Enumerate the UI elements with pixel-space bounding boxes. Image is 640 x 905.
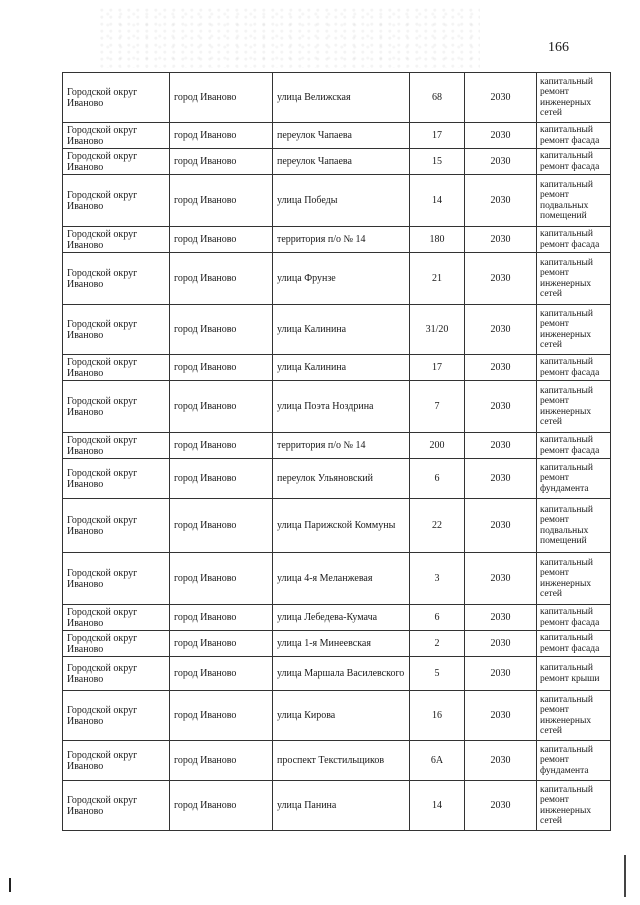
district-cell: Городской округ Иваново [63, 631, 170, 657]
house-number-cell: 5 [410, 657, 465, 691]
table-row [63, 499, 611, 553]
city-cell: город Иваново [170, 605, 273, 631]
table-row [63, 459, 611, 499]
street-cell: территория п/о № 14 [273, 433, 410, 459]
year-cell: 2030 [465, 73, 537, 123]
year-cell: 2030 [465, 253, 537, 305]
work-type-cell: капитальный ремонт фасада [537, 123, 611, 149]
edge-mark [624, 855, 626, 897]
work-type-cell: капитальный ремонт инженерных сетей [537, 691, 611, 741]
year-cell: 2030 [465, 459, 537, 499]
house-number-cell: 3 [410, 553, 465, 605]
work-type-cell: капитальный ремонт инженерных сетей [537, 381, 611, 433]
street-cell: улица Парижской Коммуны [273, 499, 410, 553]
district-cell: Городской округ Иваново [63, 781, 170, 831]
street-cell: проспект Текстильщиков [273, 741, 410, 781]
district-cell: Городской округ Иваново [63, 553, 170, 605]
table-row [63, 355, 611, 381]
table-row [63, 253, 611, 305]
table-row [63, 227, 611, 253]
city-cell: город Иваново [170, 73, 273, 123]
table-row [63, 175, 611, 227]
year-cell: 2030 [465, 123, 537, 149]
street-cell: улица Калинина [273, 355, 410, 381]
year-cell: 2030 [465, 149, 537, 175]
city-cell: город Иваново [170, 123, 273, 149]
city-cell: город Иваново [170, 149, 273, 175]
year-cell: 2030 [465, 741, 537, 781]
work-type-cell: капитальный ремонт фасада [537, 605, 611, 631]
city-cell: город Иваново [170, 459, 273, 499]
street-cell: улица Лебедева-Кумача [273, 605, 410, 631]
house-number-cell: 14 [410, 781, 465, 831]
work-type-cell: капитальный ремонт фасада [537, 227, 611, 253]
work-type-cell: капитальный ремонт подвальных помещений [537, 175, 611, 227]
house-number-cell: 21 [410, 253, 465, 305]
work-type-cell: капитальный ремонт фасада [537, 149, 611, 175]
street-cell: переулок Чапаева [273, 123, 410, 149]
district-cell: Городской округ Иваново [63, 605, 170, 631]
year-cell: 2030 [465, 433, 537, 459]
house-number-cell: 17 [410, 355, 465, 381]
district-cell: Городской округ Иваново [63, 459, 170, 499]
work-type-cell: капитальный ремонт фасада [537, 355, 611, 381]
street-cell: улица Маршала Василевского [273, 657, 410, 691]
table-body [63, 73, 611, 831]
street-cell: переулок Ульяновский [273, 459, 410, 499]
street-cell: улица Панина [273, 781, 410, 831]
house-number-cell: 22 [410, 499, 465, 553]
work-type-cell: капитальный ремонт инженерных сетей [537, 73, 611, 123]
street-cell: территория п/о № 14 [273, 227, 410, 253]
district-cell: Городской округ Иваново [63, 433, 170, 459]
street-cell: улица Победы [273, 175, 410, 227]
work-type-cell: капитальный ремонт фасада [537, 631, 611, 657]
street-cell: улица Фрунзе [273, 253, 410, 305]
district-cell: Городской округ Иваново [63, 657, 170, 691]
table-row [63, 741, 611, 781]
house-number-cell: 180 [410, 227, 465, 253]
table-row [63, 149, 611, 175]
street-cell: улица Велижская [273, 73, 410, 123]
table-row [63, 553, 611, 605]
city-cell: город Иваново [170, 305, 273, 355]
work-type-cell: капитальный ремонт подвальных помещений [537, 499, 611, 553]
table-row [63, 605, 611, 631]
house-number-cell: 15 [410, 149, 465, 175]
year-cell: 2030 [465, 657, 537, 691]
house-number-cell: 16 [410, 691, 465, 741]
year-cell: 2030 [465, 781, 537, 831]
work-type-cell: капитальный ремонт инженерных сетей [537, 781, 611, 831]
table-row [63, 781, 611, 831]
district-cell: Городской округ Иваново [63, 305, 170, 355]
city-cell: город Иваново [170, 355, 273, 381]
year-cell: 2030 [465, 631, 537, 657]
district-cell: Городской округ Иваново [63, 175, 170, 227]
table-row [63, 305, 611, 355]
district-cell: Городской округ Иваново [63, 741, 170, 781]
house-number-cell: 7 [410, 381, 465, 433]
year-cell: 2030 [465, 175, 537, 227]
year-cell: 2030 [465, 381, 537, 433]
table-row [63, 433, 611, 459]
district-cell: Городской округ Иваново [63, 227, 170, 253]
year-cell: 2030 [465, 499, 537, 553]
district-cell: Городской округ Иваново [63, 691, 170, 741]
city-cell: город Иваново [170, 691, 273, 741]
house-number-cell: 200 [410, 433, 465, 459]
house-number-cell: 2 [410, 631, 465, 657]
street-cell: улица 1-я Минеевская [273, 631, 410, 657]
table-row [63, 381, 611, 433]
house-number-cell: 68 [410, 73, 465, 123]
work-type-cell: капитальный ремонт крыши [537, 657, 611, 691]
city-cell: город Иваново [170, 227, 273, 253]
table-row [63, 631, 611, 657]
street-cell: улица 4-я Меланжевая [273, 553, 410, 605]
house-number-cell: 6 [410, 459, 465, 499]
house-number-cell: 31/20 [410, 305, 465, 355]
work-type-cell: капитальный ремонт инженерных сетей [537, 305, 611, 355]
table-row [63, 657, 611, 691]
city-cell: город Иваново [170, 631, 273, 657]
house-number-cell: 6А [410, 741, 465, 781]
street-cell: улица Калинина [273, 305, 410, 355]
year-cell: 2030 [465, 355, 537, 381]
year-cell: 2030 [465, 553, 537, 605]
street-cell: улица Поэта Ноздрина [273, 381, 410, 433]
house-number-cell: 17 [410, 123, 465, 149]
city-cell: город Иваново [170, 657, 273, 691]
city-cell: город Иваново [170, 433, 273, 459]
scan-noise [100, 8, 480, 68]
city-cell: город Иваново [170, 253, 273, 305]
city-cell: город Иваново [170, 381, 273, 433]
work-type-cell: капитальный ремонт фундамента [537, 741, 611, 781]
city-cell: город Иваново [170, 175, 273, 227]
work-type-cell: капитальный ремонт инженерных сетей [537, 553, 611, 605]
street-cell: переулок Чапаева [273, 149, 410, 175]
table-row [63, 123, 611, 149]
house-number-cell: 14 [410, 175, 465, 227]
year-cell: 2030 [465, 691, 537, 741]
year-cell: 2030 [465, 305, 537, 355]
table-row [63, 691, 611, 741]
house-number-cell: 6 [410, 605, 465, 631]
work-type-cell: капитальный ремонт инженерных сетей [537, 253, 611, 305]
city-cell: город Иваново [170, 553, 273, 605]
repair-schedule-table [62, 72, 611, 831]
work-type-cell: капитальный ремонт фасада [537, 433, 611, 459]
work-type-cell: капитальный ремонт фундамента [537, 459, 611, 499]
city-cell: город Иваново [170, 499, 273, 553]
year-cell: 2030 [465, 227, 537, 253]
city-cell: город Иваново [170, 781, 273, 831]
district-cell: Городской округ Иваново [63, 253, 170, 305]
city-cell: город Иваново [170, 741, 273, 781]
district-cell: Городской округ Иваново [63, 149, 170, 175]
page-number: 166 [548, 40, 569, 55]
district-cell: Городской округ Иваново [63, 73, 170, 123]
table-row [63, 73, 611, 123]
street-cell: улица Кирова [273, 691, 410, 741]
margin-mark [9, 878, 11, 892]
district-cell: Городской округ Иваново [63, 499, 170, 553]
district-cell: Городской округ Иваново [63, 123, 170, 149]
year-cell: 2030 [465, 605, 537, 631]
district-cell: Городской округ Иваново [63, 381, 170, 433]
district-cell: Городской округ Иваново [63, 355, 170, 381]
